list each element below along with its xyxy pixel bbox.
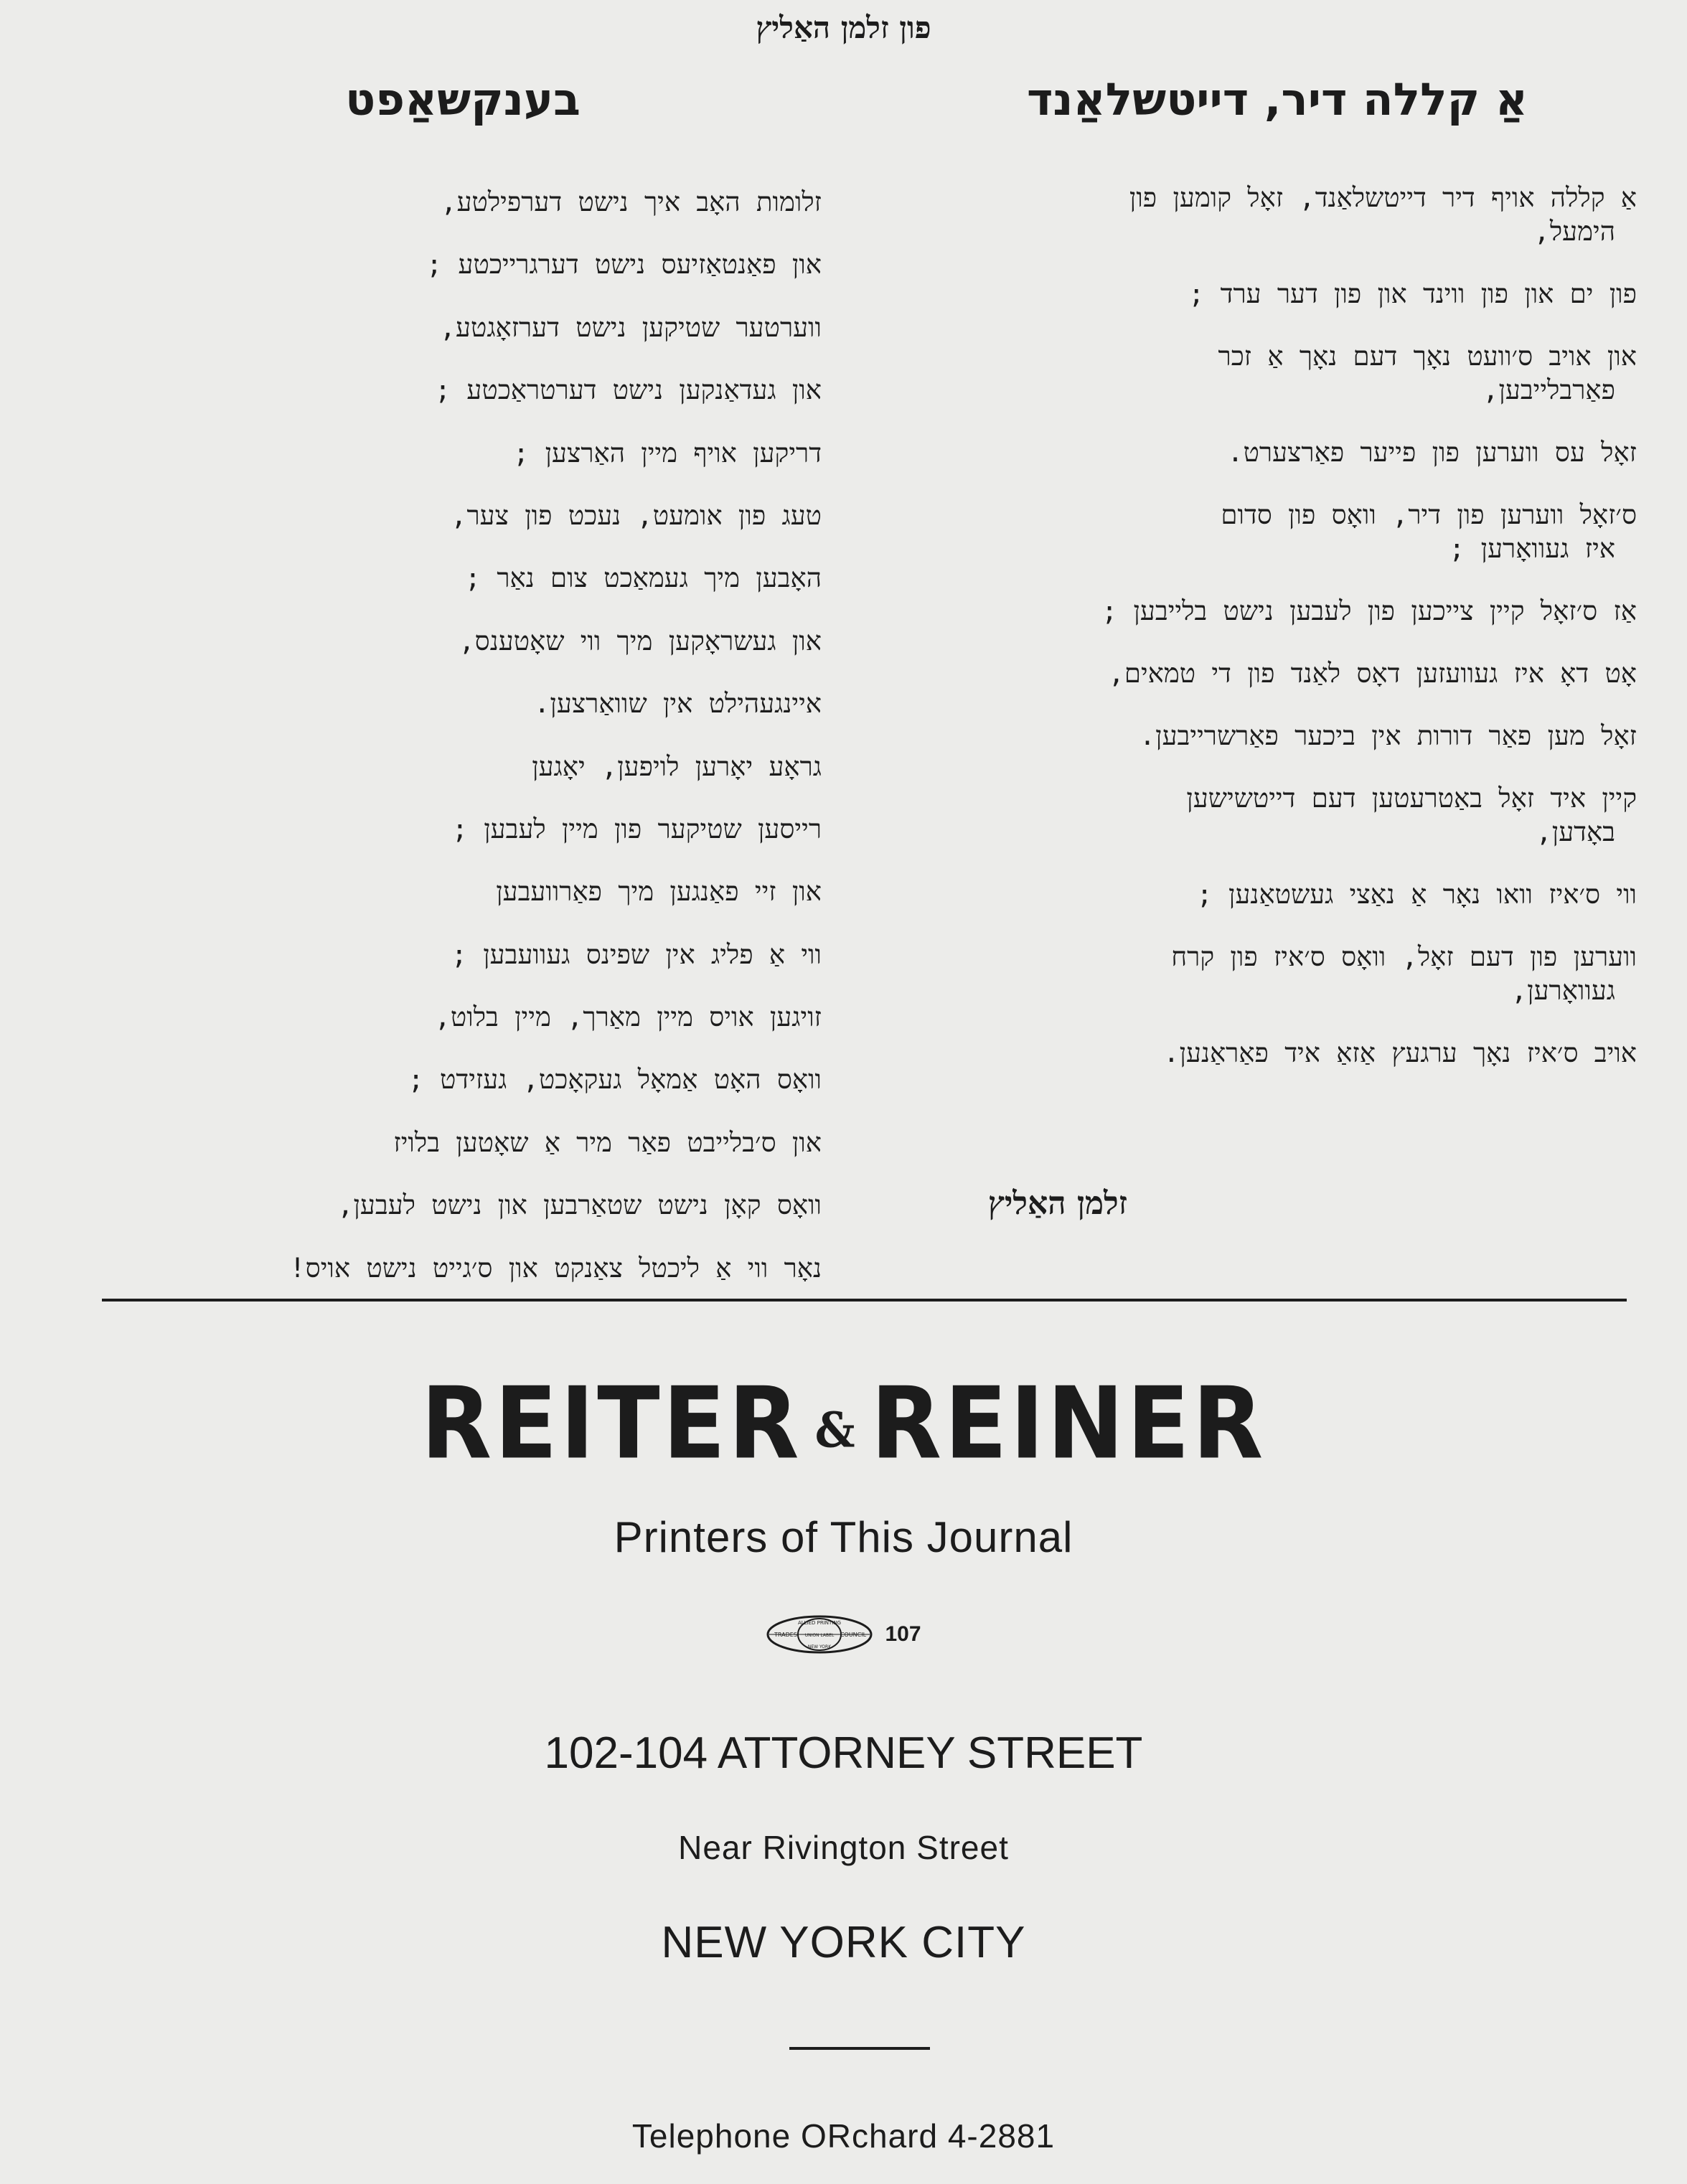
poem-left-line: רייסען שטיקער פון מיין לעבען ;: [451, 813, 822, 844]
poem-left-line: וואָס האָט אַמאָל געקאָכט, געזידט ;: [408, 1064, 822, 1096]
poem-left-line: זלומות האָב איך נישט דערפילטע,: [441, 187, 822, 217]
poem-right-line: אַז ס׳זאָל קיין צייכען פון לעבען נישט בלייבען ;: [1101, 596, 1637, 626]
poem-right-line: געוואָרען,: [1510, 975, 1615, 1006]
street-address: 102-104 ATTORNEY STREET: [544, 1728, 1143, 1778]
union-label-bottom: NEW YORK: [808, 1644, 832, 1649]
poem-left-line: גראָע יאָרען לויפען, יאָגען: [532, 750, 822, 782]
poem-left-line: זויגען אויס מיין מאַרך, מיין בלוט,: [434, 1002, 822, 1033]
poem-right-line: ווערען פון דעם זאָל, וואָס ס׳איז פון קרח: [1171, 941, 1637, 972]
union-label-row: [0, 1613, 1687, 1656]
poem-left-text: [61, 181, 822, 1309]
company-name: [0, 1366, 1687, 1482]
poem-left-line: האָבען מיך געמאַכט צום נאַר ;: [464, 563, 822, 594]
poem-left-line: ווי אַ פליג אין שפינס געוועבען ;: [451, 938, 822, 970]
poem-right-text: [855, 181, 1637, 1070]
poem-right-line: און אויב ס׳וועט נאָך דעם נאָך אַ זכר: [1218, 341, 1637, 372]
company-ampersand: &: [814, 1402, 858, 1459]
telephone-number: Telephone ORchard 4-2881: [631, 2117, 1056, 2155]
union-label-right: COUNCIL: [840, 1632, 867, 1638]
poem-left-line: און געשראָקען מיך ווי שאָטענס,: [459, 625, 822, 656]
poem-right-line: אָט דאָ איז געוועזען דאָס לאַנד פון די טמאים,: [1108, 658, 1637, 689]
poem-right-line: זאָל מען פאַר דורות אין ביכער פאַרשרייבען.: [1139, 720, 1637, 751]
short-divider: [789, 2047, 930, 2050]
poem-right-line: איז געוואָרען ;: [1449, 533, 1615, 564]
poem-right-line: קיין איד זאָל באַטרעטען דעם דייטשישען: [1186, 783, 1637, 814]
poem-left-line: דריקען אויף מיין האַרצען ;: [513, 437, 822, 469]
poem-right-line: ס׳זאָל ווערען פון דיר, וואָס פון סדום: [1221, 499, 1637, 530]
poem-title-left: בענקשאַפט: [345, 73, 581, 126]
poem-right-line: אויב ס׳איז נאָך ערגעץ אַזאַ איד פאַראַנען.: [1163, 1037, 1637, 1068]
poem-right-line: ווי ס׳איז וואו נאָר אַ נאַצי געשטאַנען ;: [1196, 879, 1637, 910]
poem-left-line: און געדאַנקען נישט דערטראַכטע ;: [434, 375, 822, 406]
poem-signature: זלמן האַליץ: [987, 1185, 1127, 1222]
poem-left-line: און ס׳בלייבט פאַר מיר אַ שאָטען בלויז: [393, 1126, 822, 1158]
author-byline: פון זלמן האַליץ: [756, 10, 931, 45]
poem-left-line: וואָס קאָן נישט שטאַרבען און נישט לעבען,: [337, 1190, 822, 1221]
city-name: NEW YORK CITY: [661, 1918, 1026, 1967]
poem-left-line: און פאַנטאַזיעס נישט דערגרייכטע ;: [426, 249, 822, 281]
poem-left-line: טעג פון אומעט, נעכט פון צער,: [451, 499, 822, 531]
poem-left-line: ווערטער שטיקען נישט דערזאָגטע,: [439, 311, 822, 343]
poem-left-line: און זיי פאַנגען מיך פאַרוועבען: [496, 876, 822, 908]
section-divider: [102, 1299, 1627, 1302]
union-label-center: UNION LABEL: [805, 1633, 835, 1638]
union-label-top: ALLIED PRINTING: [798, 1620, 842, 1626]
union-label-logo-icon: [766, 1614, 873, 1655]
poem-right-line: פון ים און פון ווינד און פון דער ערד ;: [1188, 278, 1637, 309]
company-name-second: REINER: [870, 1366, 1267, 1482]
poem-left-line: נאָר ווי אַ ליכטל צאַנקט און ס׳גייט נישט אויס!: [289, 1252, 822, 1284]
company-tagline: Printers of This Journal: [614, 1513, 1073, 1561]
poem-title-right: אַ קללה דיר, דייטשלאַנד: [1026, 73, 1528, 126]
poem-right-line: אַ קללה אויף דיר דייטשלאַנד, זאָל קומען פון: [1129, 182, 1637, 213]
union-label-number: 107: [885, 1622, 921, 1646]
poem-right-line: באָדען,: [1536, 816, 1615, 847]
poem-left-line: איינגעהילט אין שוואַרצען.: [534, 688, 822, 720]
poem-right-line: זאָל עס ווערען פון פייער פאַרצערט.: [1227, 437, 1637, 468]
poem-right-line: הימעל,: [1533, 216, 1615, 247]
company-name-first: REITER: [420, 1366, 802, 1482]
cross-street: Near Rivington Street: [678, 1829, 1009, 1866]
union-label-left: TRADES: [774, 1632, 798, 1638]
poem-right-line: פאַרבלייבען,: [1482, 375, 1615, 405]
